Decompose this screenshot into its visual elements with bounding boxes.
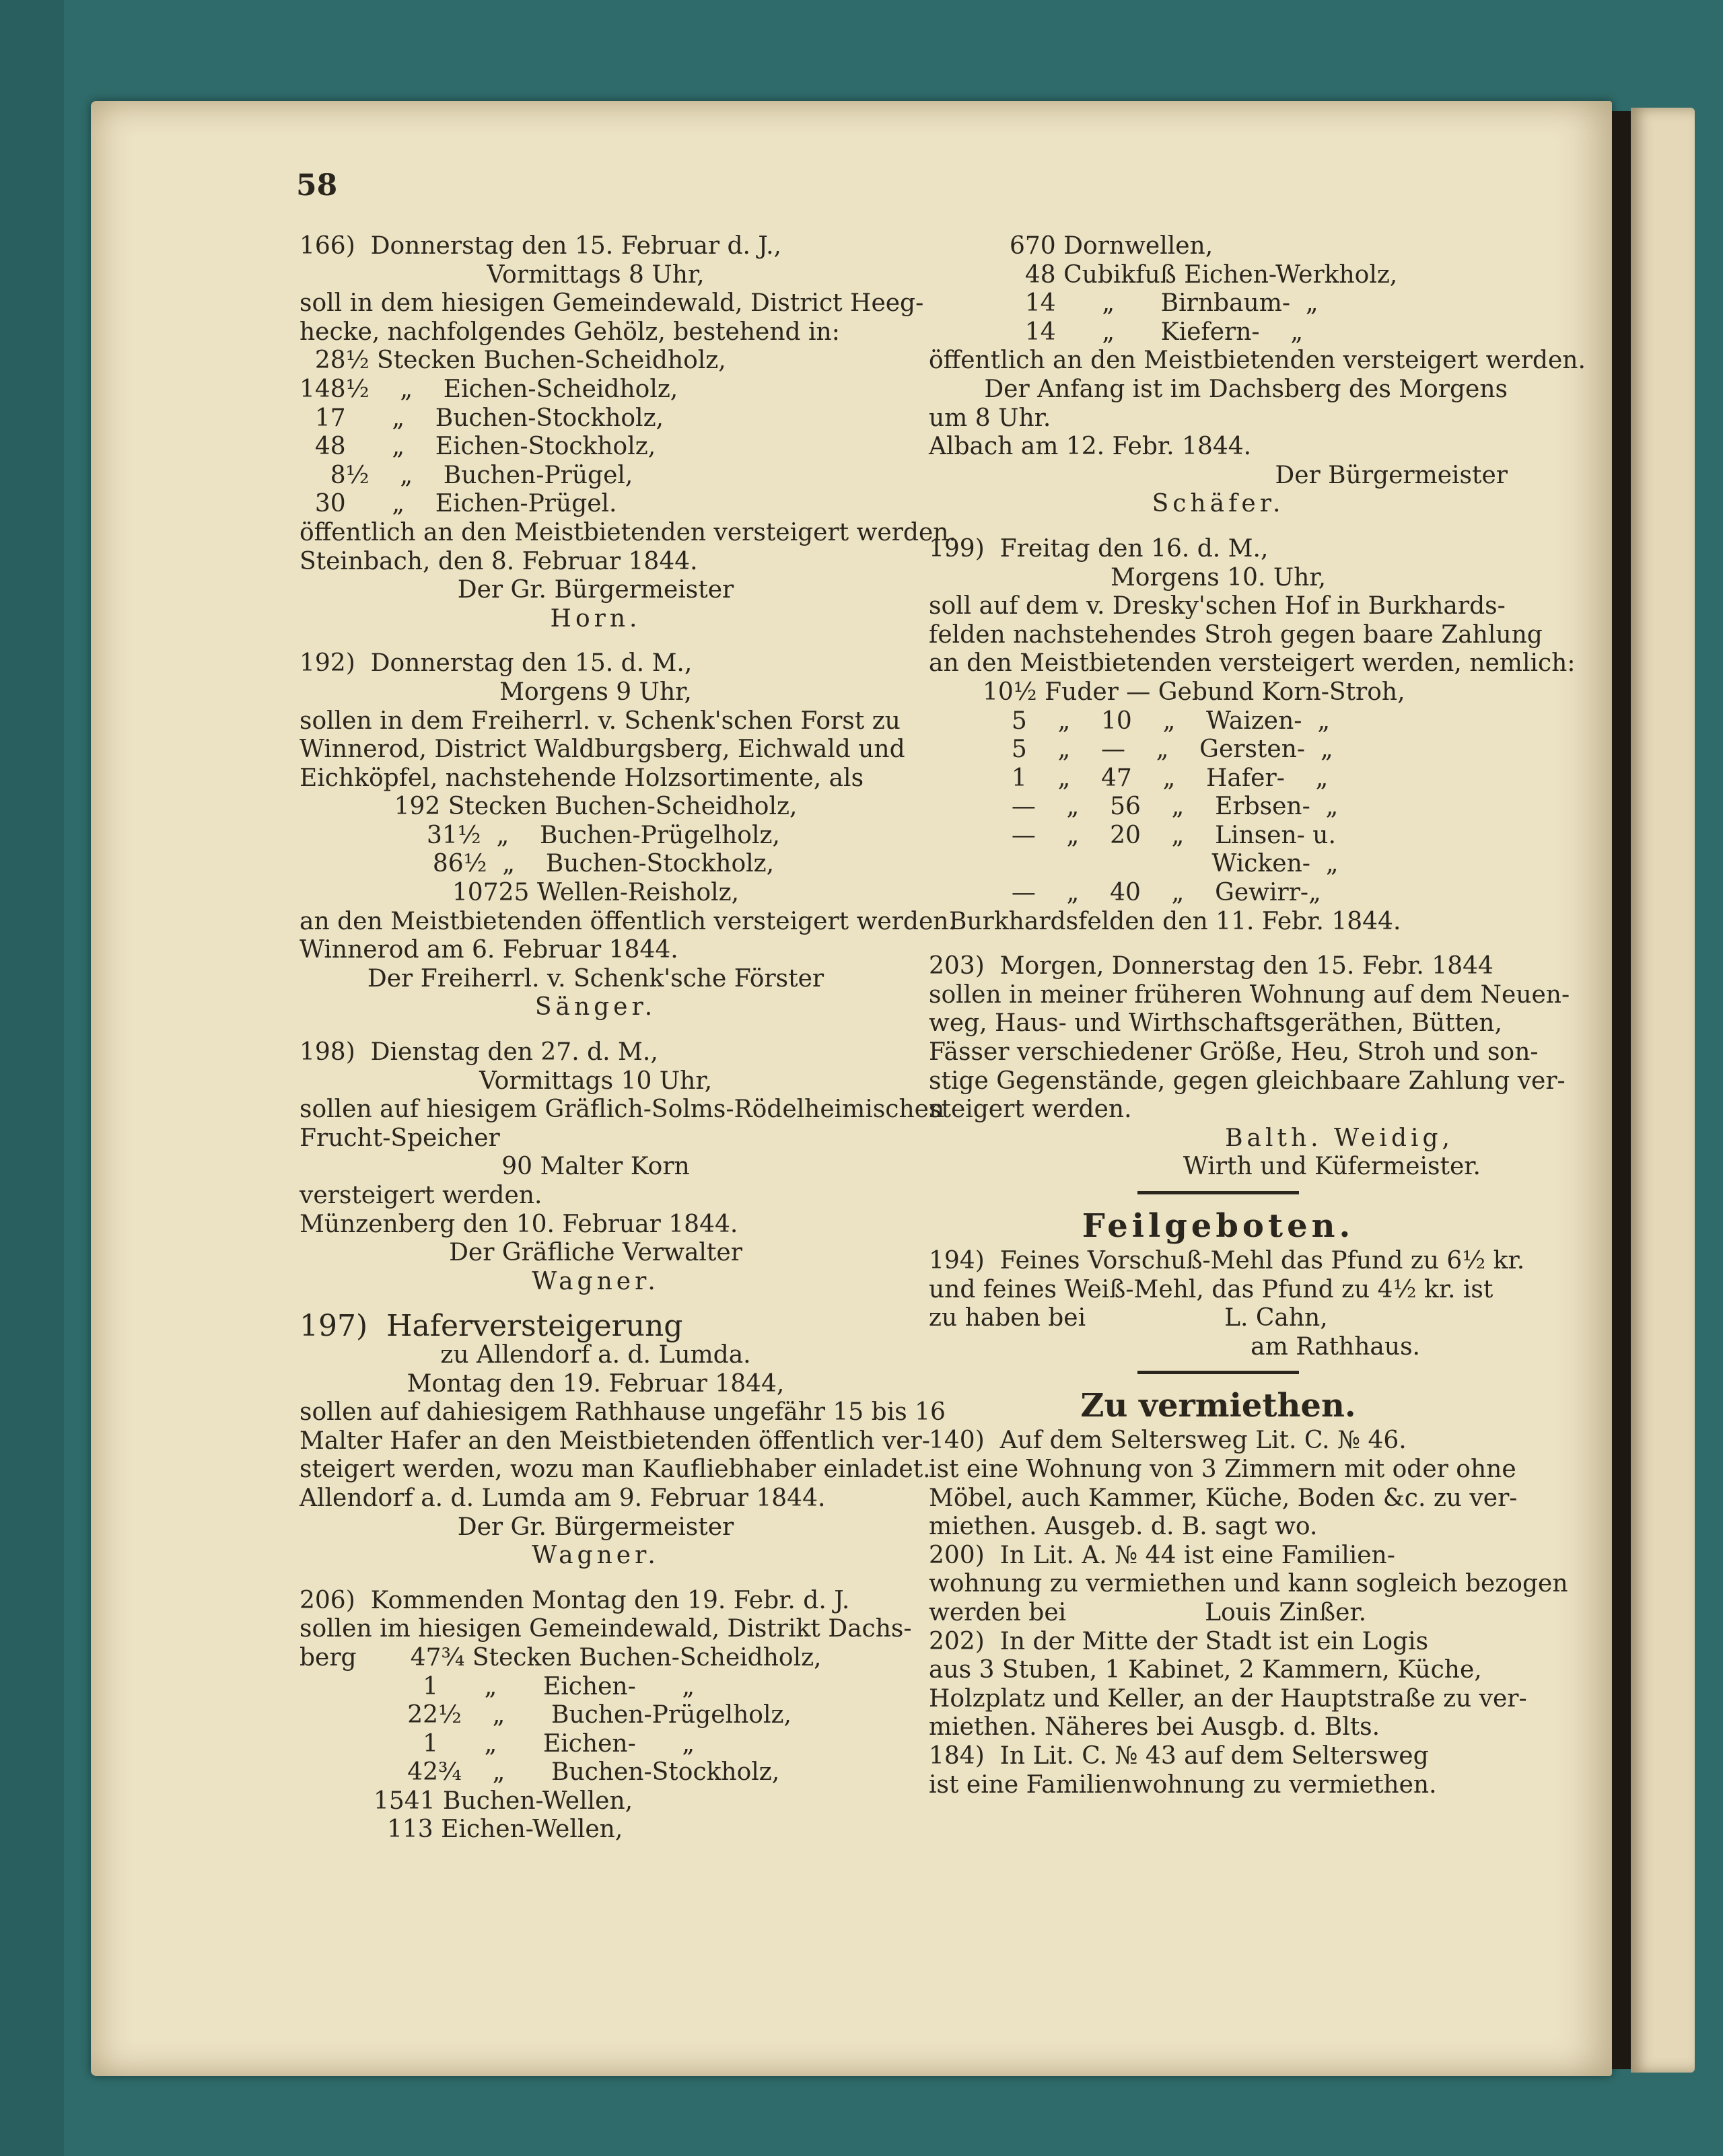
- list-item: 31½ „ Buchen-Prügelholz,: [411, 821, 780, 849]
- notice-line: am Rathhaus.: [1251, 1332, 1420, 1361]
- notice-line: sollen in dem Freiherrl. v. Schenk'schen Forst zu: [300, 707, 901, 735]
- section-divider: [1137, 1191, 1299, 1194]
- notice-line: werden bei Louis Zinßer.: [929, 1598, 1367, 1626]
- notice-140-heading: 140) Auf dem Seltersweg Lit. C. № 46.: [929, 1427, 1407, 1455]
- background-strip: [0, 0, 64, 2156]
- signature-name: Wagner.: [532, 1267, 660, 1295]
- notice-line: sollen auf dahiesigem Rathhause ungefähr 15 bis 16: [300, 1398, 946, 1427]
- notice-line: zu haben bei L. Cahn,: [929, 1304, 1328, 1332]
- list-item: 28½ Stecken Buchen-Scheidholz,: [300, 347, 726, 375]
- list-item: 14 „ Kiefern- „: [1010, 318, 1303, 346]
- section-heading-feilgeboten: Feilgeboten.: [1082, 1207, 1355, 1245]
- place-date: Winnerod am 6. Februar 1844.: [300, 936, 678, 964]
- notice-line: Vormittags 8 Uhr,: [487, 260, 705, 289]
- notice-line: steigert werden, wozu man Kaufliebhaber einladet.: [300, 1456, 931, 1484]
- list-item: 30 „ Eichen-Prügel.: [300, 490, 617, 518]
- next-page-edge: [1631, 108, 1695, 2073]
- place-date: Allendorf a. d. Lumda am 9. Februar 1844.: [300, 1484, 826, 1512]
- notice-line: an den Meistbietenden versteigert werden, nemlich:: [929, 649, 1576, 678]
- list-item: 5 „ — „ Gersten- „: [996, 735, 1333, 764]
- section-heading-zu-vermiethen: Zu vermiethen.: [1080, 1387, 1356, 1425]
- signature-name: Schäfer.: [1152, 490, 1285, 518]
- list-item: 1 „ 47 „ Hafer- „: [996, 764, 1329, 792]
- notice-line: hecke, nachfolgendes Gehölz, bestehend in:: [300, 318, 840, 346]
- place-date: Burkhardsfelden den 11. Febr. 1844.: [949, 907, 1401, 935]
- notice-line: Holzplatz und Keller, an der Hauptstraße zu ver-: [929, 1684, 1527, 1713]
- place-date: Albach am 12. Febr. 1844.: [929, 433, 1252, 461]
- notice-line: Vormittags 10 Uhr,: [479, 1067, 713, 1095]
- notice-199-heading: 199) Freitag den 16. d. M.,: [929, 534, 1269, 563]
- list-item: 17 „ Buchen-Stockholz,: [300, 404, 664, 432]
- list-item: Wicken- „: [996, 850, 1339, 878]
- notice-200-heading: 200) In Lit. A. № 44 ist eine Familien-: [929, 1541, 1395, 1569]
- list-item: berg 47¾ Stecken Buchen-Scheidholz,: [300, 1643, 822, 1672]
- notice-line: miethen. Näheres bei Ausgb. d. Blts.: [929, 1713, 1380, 1741]
- notice-line: aus 3 Stuben, 1 Kabinet, 2 Kammern, Küche,: [929, 1656, 1482, 1684]
- list-item: 86½ „ Buchen-Stockholz,: [417, 850, 775, 878]
- section-divider: [1137, 1371, 1299, 1374]
- notice-line: sollen auf hiesigem Gräflich-Solms-Rödelheimischen: [300, 1095, 945, 1124]
- notice-line: Malter Hafer an den Meistbietenden öffentlich ver-: [300, 1427, 930, 1455]
- list-item: 8½ „ Buchen-Prügel,: [300, 461, 633, 489]
- place-date: Steinbach, den 8. Februar 1844.: [300, 547, 698, 575]
- right-column: [929, 232, 1586, 1799]
- list-item: 22½ „ Buchen-Prügelholz,: [300, 1701, 792, 1729]
- signature-title: Der Gr. Bürgermeister: [457, 576, 734, 604]
- notice-line: Morgens 9 Uhr,: [499, 678, 692, 706]
- notice-line: ist eine Wohnung von 3 Zimmern mit oder ohne: [929, 1455, 1516, 1483]
- list-item: 48 Cubikfuß Eichen-Werkholz,: [1010, 260, 1398, 289]
- notice-line: um 8 Uhr.: [929, 404, 1051, 432]
- notice-194-heading: 194) Feines Vorschuß-Mehl das Pfund zu 6½ kr.: [929, 1247, 1525, 1274]
- notice-202-heading: 202) In der Mitte der Stadt ist ein Logis: [929, 1627, 1429, 1655]
- place-date: Münzenberg den 10. Februar 1844.: [300, 1210, 738, 1238]
- list-item: 1 „ Eichen- „: [300, 1672, 695, 1700]
- signature-name: Balth. Weidig,: [1225, 1124, 1454, 1152]
- signature-title: Der Freiherrl. v. Schenk'sche Förster: [367, 964, 824, 993]
- signature-title: Der Gräfliche Verwalter: [449, 1239, 742, 1267]
- list-item: 5 „ 10 „ Waizen- „: [996, 707, 1331, 735]
- notice-line: Frucht-Speicher: [300, 1124, 500, 1152]
- notice-line: miethen. Ausgeb. d. B. sagt wo.: [929, 1513, 1318, 1541]
- notice-line: stige Gegenstände, gegen gleichbaare Zahlung ver-: [929, 1067, 1566, 1095]
- notice-line: zu Allendorf a. d. Lumda.: [440, 1340, 751, 1369]
- notice-line: soll auf dem v. Dresky'schen Hof in Burkhards-: [929, 592, 1506, 620]
- list-item: 192 Stecken Buchen-Scheidholz,: [394, 793, 798, 821]
- notice-line: öffentlich an den Meistbietenden versteigert werden.: [300, 518, 956, 546]
- notice-line: steigert werden.: [929, 1095, 1132, 1124]
- list-item: 1541 Buchen-Wellen,: [374, 1787, 633, 1815]
- list-item: 90 Malter Korn: [501, 1153, 690, 1181]
- notice-197-heading: 197) Haferversteigerung: [300, 1309, 683, 1344]
- notice-line: öffentlich an den Meistbietenden versteigert werden.: [929, 347, 1586, 375]
- notice-line: Fässer verschiedener Größe, Heu, Stroh und son-: [929, 1038, 1539, 1067]
- notice-line: sollen in meiner früheren Wohnung auf dem Neuen-: [929, 980, 1570, 1009]
- notice-206-heading: 206) Kommenden Montag den 19. Febr. d. J.: [300, 1586, 850, 1614]
- signature-name: Wagner.: [532, 1542, 660, 1570]
- notice-203-heading: 203) Morgen, Donnerstag den 15. Febr. 1844: [929, 952, 1493, 980]
- notice-line: ist eine Familienwohnung zu vermiethen.: [929, 1770, 1437, 1799]
- notice-line: sollen im hiesigen Gemeindewald, Distrikt Dachs-: [300, 1615, 912, 1643]
- left-column: [300, 232, 956, 1844]
- signature-title: Wirth und Küfermeister.: [1183, 1153, 1481, 1181]
- notice-192-heading: 192) Donnerstag den 15. d. M.,: [300, 649, 693, 678]
- notice-166-heading: 166) Donnerstag den 15. Februar d. J.,: [300, 232, 781, 260]
- signature-name: Horn.: [550, 604, 641, 633]
- notice-line: Eichköpfel, nachstehende Holzsortimente, als: [300, 764, 864, 792]
- book-gutter: [1612, 111, 1631, 2069]
- notice-line: und feines Weiß-Mehl, das Pfund zu 4½ kr. ist: [929, 1275, 1493, 1303]
- list-item: 14 „ Birnbaum- „: [1010, 289, 1318, 318]
- notice-line: Winnerod, District Waldburgsberg, Eichwald und: [300, 735, 905, 764]
- notice-line: an den Meistbietenden öffentlich versteigert werden.: [300, 907, 956, 935]
- list-item: 148½ „ Eichen-Scheidholz,: [300, 375, 678, 403]
- list-item: 10725 Wellen-Reisholz,: [452, 879, 740, 907]
- signature-title: Der Gr. Bürgermeister: [457, 1513, 734, 1541]
- notice-line: weg, Haus- und Wirthschaftsgeräthen, Bütten,: [929, 1009, 1502, 1038]
- notice-198-heading: 198) Dienstag den 27. d. M.,: [300, 1038, 658, 1067]
- list-item: 1 „ Eichen- „: [300, 1729, 695, 1758]
- notice-line: Montag den 19. Februar 1844,: [407, 1369, 785, 1398]
- notice-line: versteigert werden.: [300, 1182, 542, 1209]
- list-item: 10½ Fuder — Gebund Korn-Stroh,: [983, 678, 1405, 706]
- list-item: — „ 40 „ Gewirr-„: [996, 879, 1321, 907]
- list-item: 42¾ „ Buchen-Stockholz,: [300, 1758, 780, 1787]
- signature-name: Sänger.: [534, 993, 657, 1021]
- list-item: 670 Dornwellen,: [1010, 232, 1214, 260]
- list-item: 113 Eichen-Wellen,: [387, 1816, 623, 1844]
- notice-line: Morgens 10. Uhr,: [1110, 563, 1327, 591]
- notice-line: Der Anfang ist im Dachsberg des Morgens: [984, 375, 1508, 403]
- notice-line: felden nachstehendes Stroh gegen baare Zahlung: [929, 620, 1543, 649]
- notice-line: Möbel, auch Kammer, Küche, Boden &c. zu ver-: [929, 1484, 1518, 1512]
- page-number: 58: [296, 168, 338, 203]
- list-item: — „ 56 „ Erbsen- „: [996, 793, 1339, 821]
- notice-line: wohnung zu vermiethen und kann sogleich bezogen: [929, 1570, 1568, 1598]
- signature-title: Der Bürgermeister: [1275, 461, 1508, 489]
- notice-line: soll in dem hiesigen Gemeindewald, District Heeg-: [300, 289, 924, 318]
- list-item: 48 „ Eichen-Stockholz,: [300, 433, 656, 461]
- list-item: — „ 20 „ Linsen- u.: [996, 821, 1336, 849]
- notice-184-heading: 184) In Lit. C. № 43 auf dem Seltersweg: [929, 1741, 1429, 1770]
